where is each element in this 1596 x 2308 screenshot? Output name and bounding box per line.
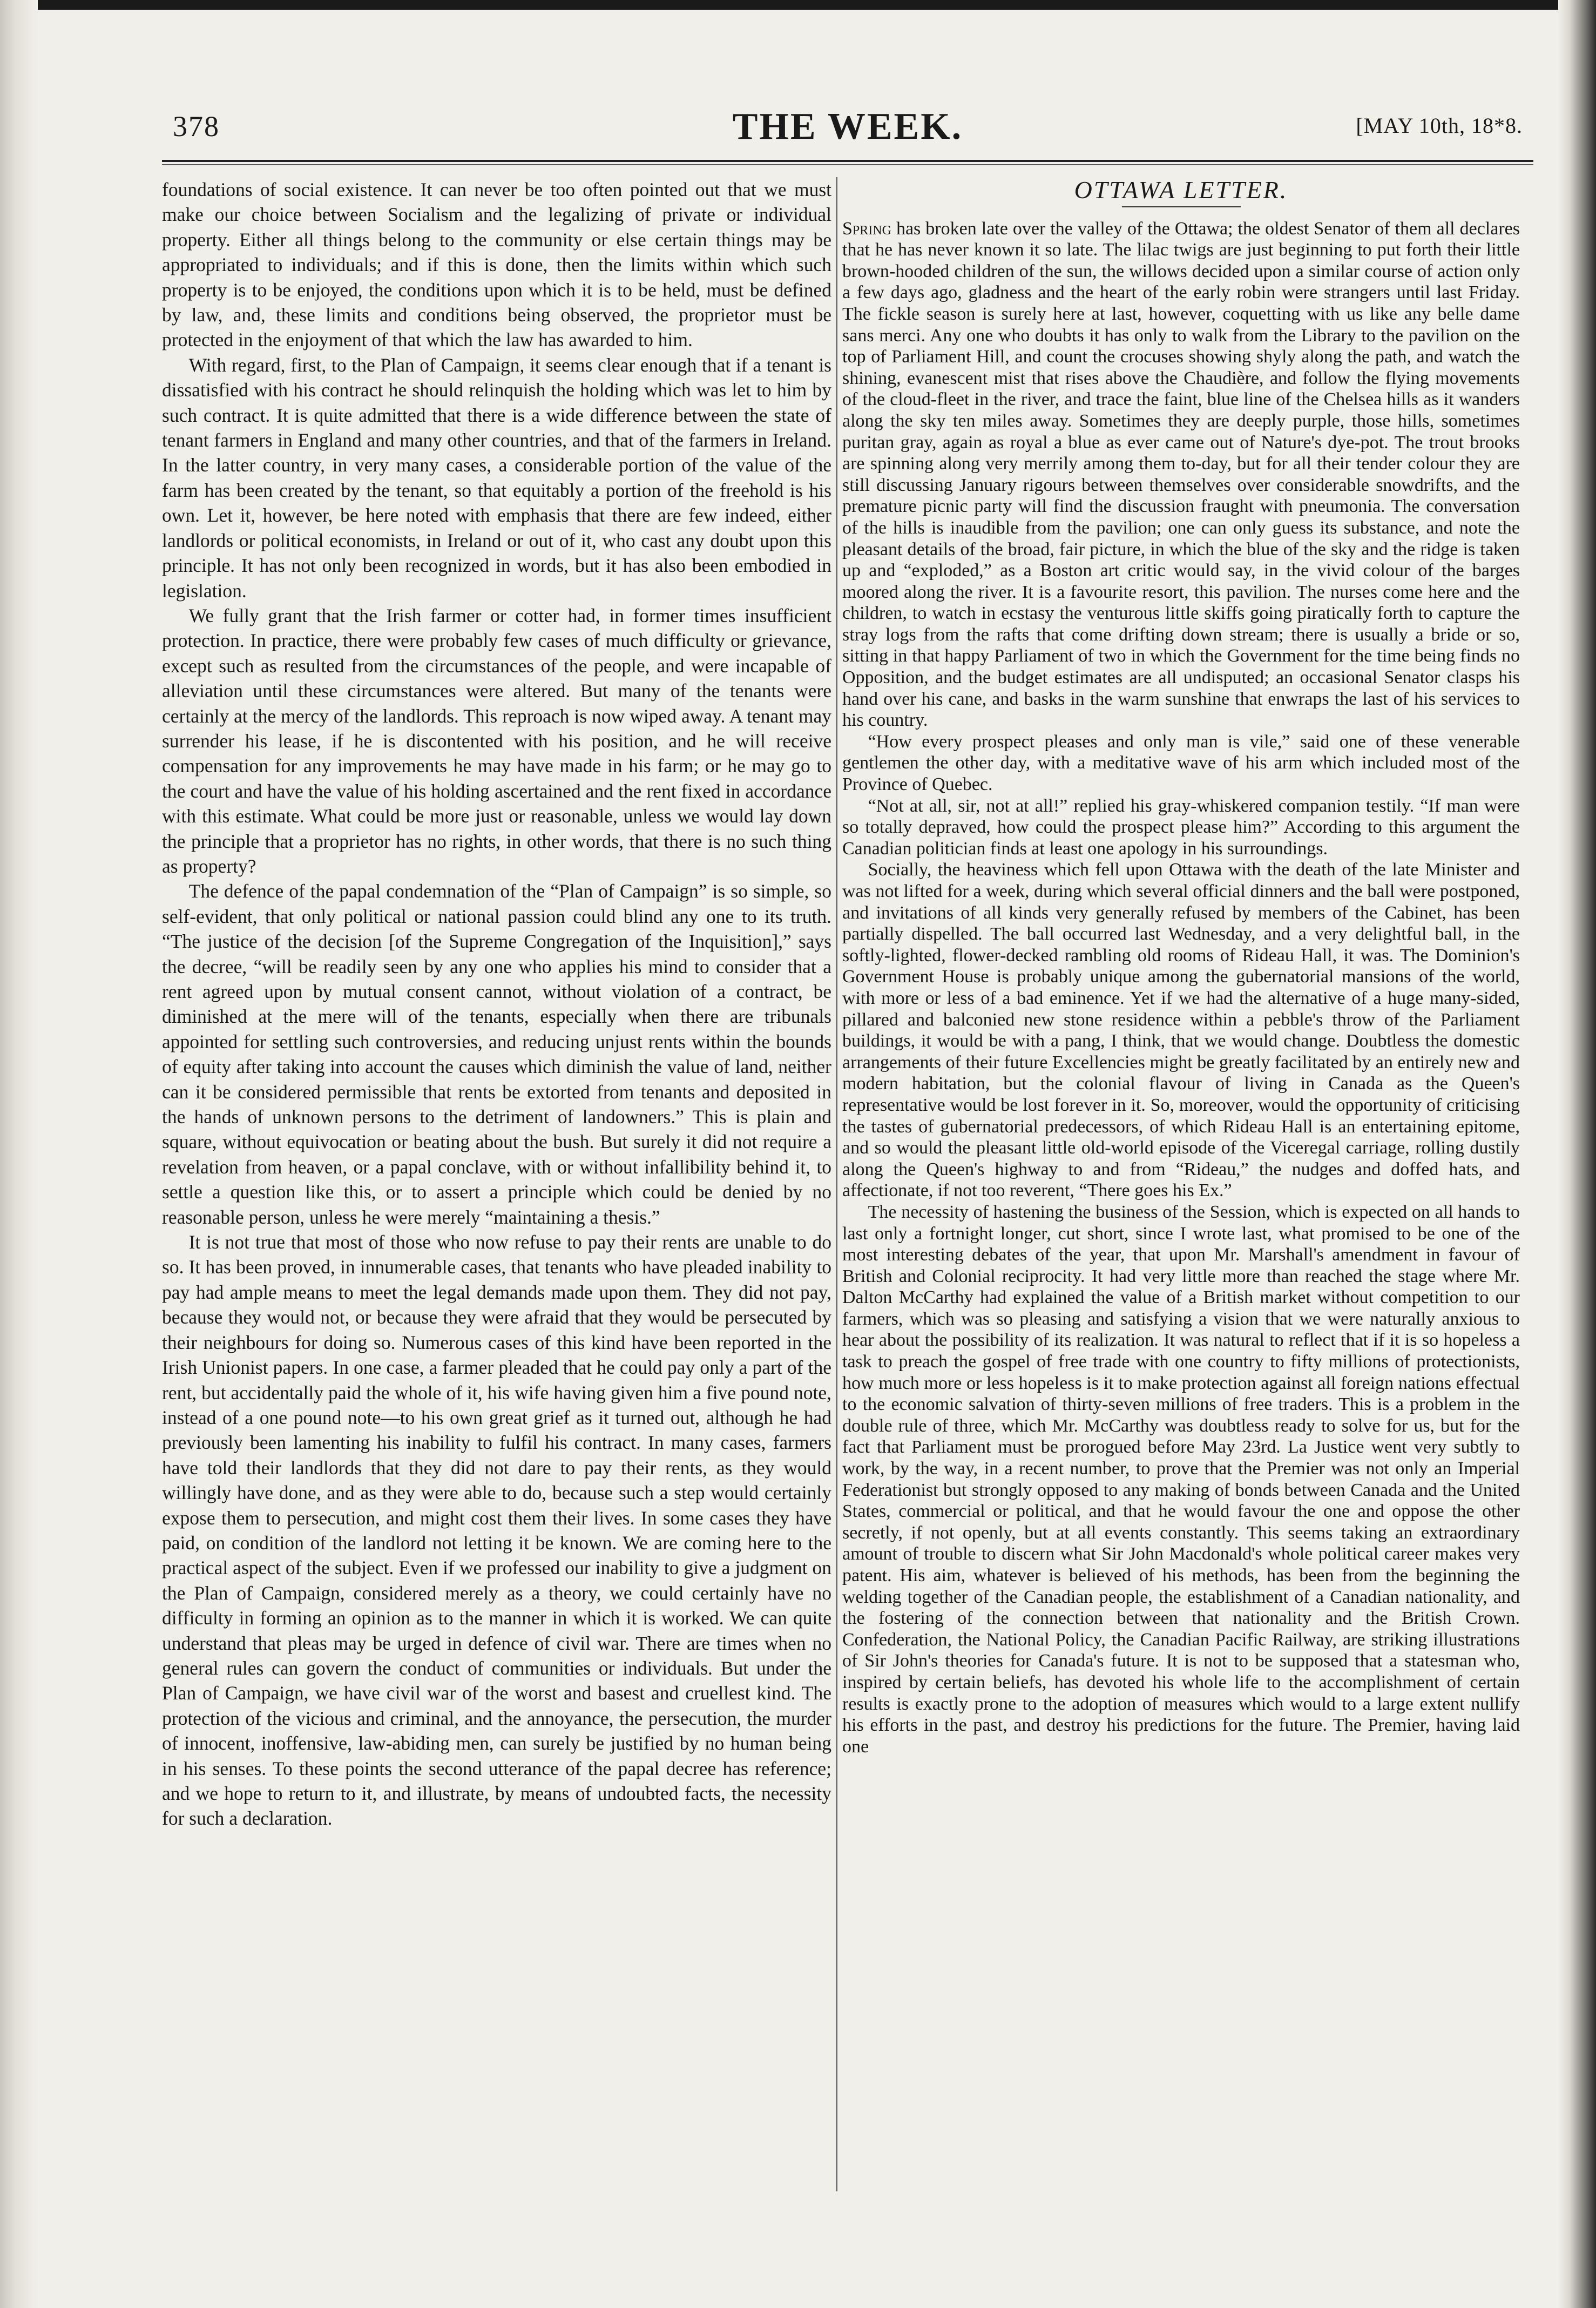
section-title: OTTAWA LETTER. bbox=[1074, 177, 1288, 204]
right-paragraph-2: “How every prospect pleases and only man is vile,” said one of these venerable gentlemen the other day, with a meditative wave of his arm which included most of the Province of Quebec. bbox=[842, 731, 1520, 795]
left-paragraph-2: With regard, first, to the Plan of Campaign, it seems clear enough that if a tenant is dissatisfied with his contract he should relinquish the holding which was let to him by such contract. It is quite admitted that there is a wide difference between the state of tenant farmers in England and many other countries, and that of the farmers in Ireland. In the latter country, in very many cases, a considerable portion of the value of the farm has been created by the tenant, so that equitably a portion of the freehold is his own. Let it, however, be here noted with emphasis that there are few indeed, either landlords or political economists, in Ireland or out of it, who cast any doubt upon this principle. It has not only been recognized in words, but it has also been embodied in legislation. bbox=[162, 354, 831, 602]
left-paragraph-1: foundations of social existence. It can never be too often pointed out that we must make our choice between Socialism and the legalizing of private or individual property. Either all things belong to the community or else certain things may be appropriated to individuals; and if this is done, then the limits within which such property is to be enjoyed, the conditions upon which it is to be held, must be defined by law, and, these limits and conditions being observed, the proprietor must be protected in the enjoyment of that which the law has awarded to him. bbox=[162, 179, 831, 351]
left-paragraph-4: The defence of the papal condemnation of the “Plan of Campaign” is so simple, so self-evident, that only political or national passion could blind any one to its truth. “The justice of the decision [of the Supreme Congregation of the Inquisition],” says the decree, “will be readily seen by any one who applies his mind to consider that a rent agreed upon by mutual consent cannot, without violation of a contract, be diminished at the mere will of the tenants, especially when there are tribunals appointed for settling such controversies, and reducing unjust rents within the bounds of equity after taking into account the causes which diminish the value of land, neither can it be considered permissible that rents be extorted from tenants and deposited in the hands of unknown persons to the detriment of landowners.” This is plain and square, without equivocation or beating about the bush. But surely it did not require a revelation from heaven, or a papal conclave, with or without infallibility behind it, to settle a question like this, or to assert a principle which could be denied by no reasonable person, unless he were merely “maintaining a thesis.” bbox=[162, 880, 831, 1228]
right-column bbox=[842, 177, 1520, 2191]
right-paragraph-1 bbox=[842, 218, 1520, 731]
page-top-edge bbox=[0, 0, 1596, 10]
right-paragraph-5: The necessity of hastening the business of the Session, which is expected on all hands to last only a fortnight longer, cut short, since I wrote last, what promised to be one of the most interesting debates of the year, that upon Mr. Marshall's amendment in favour of British and Colonial reciprocity. It had very little more than reached the stage where Mr. Dalton McCarthy had explained the value of a British market without competition to our farmers, which was so pleasing and satisfying a vision that we were naturally anxious to hear about the possibility of its realization. It was natural to reflect that if it is so hopeless a task to preach the gospel of free trade with one country to fifty millions of protectionists, how much more or less hopeless is it to make protection against all foreign nations effectual to the economic salvation of thirty-seven millions of free traders. This is a problem in the double rule of three, which Mr. McCarthy was doubtless ready to solve for us, but for the fact that Parliament must be prorogued before May 23rd. La Justice went very subtly to work, by the way, in a recent number, to prove that the Premier was not only an Imperial Federationist but strongly opposed to any making of bonds between Canada and the United States, commercial or political, and that he would favour the one and oppose the other secretly, if not openly, but at all events constantly. This seems taking an extraordinary amount of trouble to discern what Sir John Macdonald's whole political career makes very patent. His aim, whatever is believed of his methods, has been from the beginning the welding together of the Canadian people, the establishment of a Canadian nationality, and the fostering of the connection between that nationality and the British Crown. Confederation, the National Policy, the Canadian Pacific Railway, are striking illustrations of Sir John's theories for Canada's future. It is not to be supposed that a statesman who, inspired by certain beliefs, has devoted his whole life to the accomplishment of certain results is exactly prone to the adoption of measures which would to a large extent nullify his efforts in the past, and destroy his predictions for the future. The Premier, having laid one bbox=[842, 1202, 1520, 1757]
right-paragraph-4: Socially, the heaviness which fell upon Ottawa with the death of the late Minister and was not lifted for a week, during which several official dinners and the ball were postponed, and invitations of all kinds very generally refused by members of the Cabinet, has been partially dispelled. The ball occurred last Wednesday, and a very delightful ball, in the softly-lighted, flower-decked rambling old rooms of Rideau Hall, it was. The Dominion's Government House is probably unique among the gubernatorial mansions of the world, with more or less of a bad eminence. Yet if we had the alternative of a huge many-sided, pillared and balconied new stone residence within a pebble's throw of the Parliament buildings, it would be with a pang, I think, that we would change. Doubtless the domestic arrangements of their future Excellencies might be greatly facilitated by an entirely new and modern habitation, but the colonial flavour of living in Canada as the Queen's representative would be lost forever in it. So, moreover, would the opportunity of criticising the tastes of gubernatorial predecessors, of which Rideau Hall is an entertaining epitome, and so would the pleasant little old-world episode of the Viceregal carriage, rolling dustily along the Queen's highway to and from “Rideau,” the nudges and doffed hats, and affectionate, if not too reverent, “There goes his Ex.” bbox=[842, 860, 1520, 1201]
page-number: 378 bbox=[173, 110, 220, 143]
issue-date: [MAY 10th, 18*8. bbox=[1356, 113, 1523, 138]
column-divider bbox=[836, 177, 837, 2191]
header-rule bbox=[162, 160, 1533, 162]
page-header bbox=[173, 105, 1523, 154]
right-page-edge bbox=[1558, 0, 1596, 2308]
title-rule bbox=[1122, 206, 1241, 207]
header-rule-thin bbox=[162, 164, 1533, 165]
right-paragraph-1-text: has broken late over the valley of the Ottawa; the oldest Senator of them all declares that he has never known it so late. The lilac twigs are just beginning to put forth their little brown-hooded children of the sun, the willows decided upon a similar course of action only a few days ago, gladness and the heart of the early robin were strangers until last Friday. The fickle season is surely here at last, however, coquetting with us like any belle dame sans merci. Any one who doubts it has only to walk from the Library to the pavilion on the top of Parliament Hill, and count the crocuses showing shyly along the path, and watch the shining, evanescent mist that rises above the Chaudière, and follow the flying movements of the cloud-fleet in the river, and trace the faint, blue line of the Chelsea hills as it wanders along the sky ten miles away. Sometimes they are deeply purple, those hills, sometimes puritan gray, again as royal a blue as ever came out of Nature's dye-pot. The trout brooks are spinning along very merrily among them to-day, but for all their tender colour they are still discussing January rigours between themselves over considerable snowdrifts, and the premature picnic party will find the discussion fraught with pneumonia. The conversation of the hills is inaudible from the pavilion; one can only guess its substance, and note the pleasant details of the broad, fair picture, in which the blue of the sky and the ridge is taken up and “exploded,” as a Boston art critic would say, in the vivid colour of the barges moored along the river. It is a favourite resort, this pavilion. The nurses come here and the children, to watch in ecstasy the venturous little skiffs going piratically forth to capture the stray logs from the rafts that come drifting down stream; there is usually a bride or so, sitting in that happy Parliament of two in which the Government for the time being finds no Opposition, and the budget estimates are all undisputed; an occasional Senator clasps his hand over his cane, and basks in the warm sunshine that enwraps the last of his services to his country. bbox=[842, 218, 1520, 731]
right-paragraph-3: “Not at all, sir, not at all!” replied his gray-whiskered companion testily. “If man were so totally depraved, how could the prospect please him?” According to this argument the Canadian politician finds at least one apology in his surroundings. bbox=[842, 795, 1520, 859]
left-paragraph-5: It is not true that most of those who now refuse to pay their rents are unable to do so. It has been proved, in innumerable cases, that tenants who have pleaded inability to pay had ample means to meet the legal demands made upon them. They did not pay, because they would not, or because they were afraid that they would be persecuted by their neighbours for doing so. Numerous cases of this kind have been reported in the Irish Unionist papers. In one case, a farmer pleaded that he could pay only a part of the rent, but accidentally paid the whole of it, his wife having given him a five pound note, instead of a one pound note—to his own great grief as it turned out, although he had previously been lamenting his inability to fulfil his contract. In many cases, farmers have told their landlords that they did not dare to pay their rents, as they would willingly have done, and as they were able to do, because such a step would certainly expose them to persecution, and might cost them their lives. In some cases they have paid, on condition of the landlord not letting it be known. We are coming here to the practical aspect of the subject. Even if we professed our inability to give a judgment on the Plan of Campaign, considered merely as a theory, we could certainly have no difficulty in forming an opinion as to the manner in which it is worked. We can quite understand that pleas may be urged in defence of civil war. There are times when no general rules can govern the conduct of communities or individuals. But under the Plan of Campaign, we have civil war of the worst and basest and cruellest kind. The protection of the vicious and criminal, and the annoyance, the persecution, the murder of innocent, inoffensive, law-abiding men, can surely be justified by no human being in his senses. To these points the second utterance of the papal decree has reference; and we hope to return to it, and illustrate, by means of undoubted facts, the necessity for such a declaration. bbox=[162, 1231, 831, 1830]
left-column bbox=[162, 177, 831, 2191]
opening-word: Spring bbox=[842, 218, 891, 239]
masthead-title: THE WEEK. bbox=[732, 106, 963, 147]
left-paragraph-3: We fully grant that the Irish farmer or cotter had, in former times insufficient protection. In practice, there were probably few cases of much difficulty or grievance, except such as resulted from the circumstances of the people, and were incapable of alleviation until these circumstances were altered. But many of the tenants were certainly at the mercy of the landlords. This reproach is now wiped away. A tenant may surrender his lease, if he is discontented with his position, and he will receive compensation for any improvements he may have made in his farm; or he may go to the court and have the value of his holding ascertained and the rent fixed in accordance with this estimate. What could be more just or reasonable, unless we would lay down the principle that a proprietor has no rights, in other words, that there is no such thing as property? bbox=[162, 604, 831, 877]
left-page-edge bbox=[0, 0, 38, 2308]
